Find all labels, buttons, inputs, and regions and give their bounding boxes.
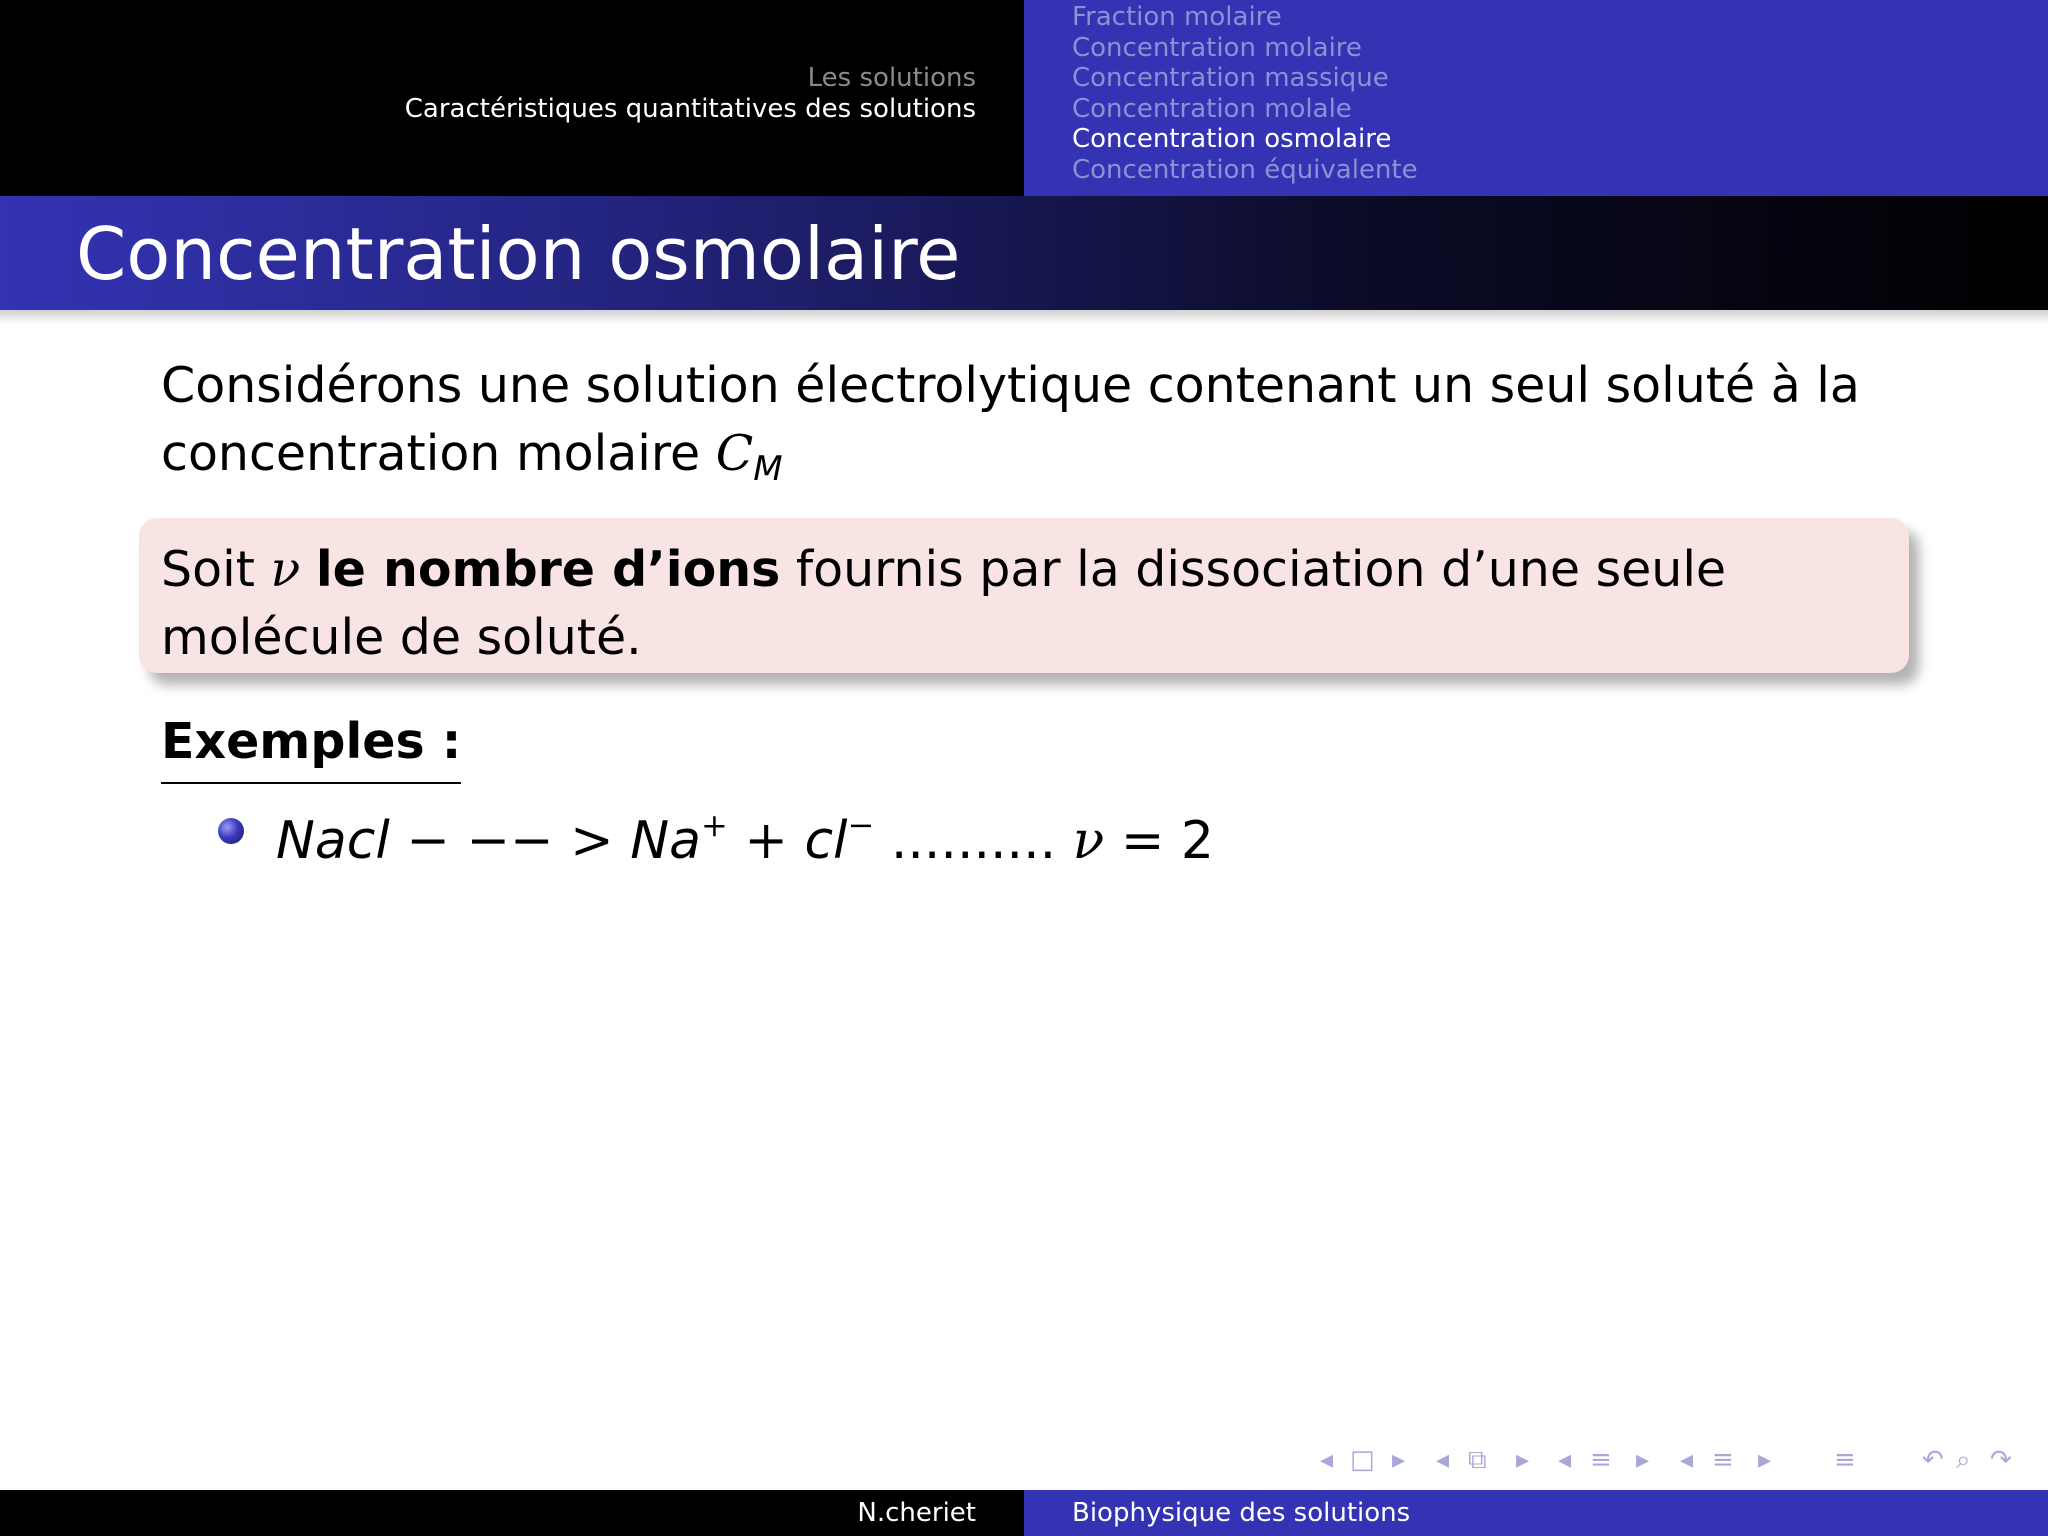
- next-section-icon[interactable]: ▸: [1758, 1445, 1772, 1475]
- cation: Na: [630, 811, 701, 871]
- definition-text: [161, 536, 1901, 672]
- anion: cl: [804, 811, 848, 871]
- next-slide-icon[interactable]: ▸: [1392, 1445, 1406, 1475]
- header: [0, 0, 2048, 196]
- back-icon[interactable]: ↶: [1922, 1445, 1944, 1475]
- header-right-panel: [1024, 0, 2048, 196]
- definition-block: [139, 518, 1909, 673]
- subsection-nav: [1072, 2, 1418, 186]
- definition-prefix: Soit: [161, 541, 255, 598]
- arrow: − −− >: [406, 811, 614, 871]
- plus-sign: +: [744, 811, 788, 871]
- prev-frame-icon[interactable]: ◂: [1436, 1445, 1450, 1475]
- next-frame-icon[interactable]: ▸: [1516, 1445, 1530, 1475]
- anion-charge: −: [847, 806, 875, 844]
- search-icon[interactable]: ⌕: [1956, 1445, 1971, 1475]
- footer-right-panel: [1024, 1490, 2048, 1536]
- navigation-symbols: [1310, 1442, 2030, 1478]
- next-subsection-icon[interactable]: ▸: [1636, 1445, 1650, 1475]
- nav-item-concentration-massique[interactable]: Concentration massique: [1072, 63, 1389, 94]
- concentration-symbol: C: [715, 425, 754, 482]
- intro-text: Considérons une solution électrolytique contenant un seul soluté à la concentration molaire: [161, 357, 1860, 482]
- nav-item-concentration-molaire[interactable]: Concentration molaire: [1072, 32, 1362, 63]
- nav-item-concentration-osmolaire[interactable]: Concentration osmolaire: [1072, 124, 1392, 155]
- section-title: Les solutions: [807, 63, 976, 93]
- section-icon[interactable]: ≡: [1712, 1445, 1734, 1475]
- slide-icon[interactable]: □: [1350, 1445, 1375, 1475]
- intro-paragraph: [161, 352, 1961, 503]
- prev-section-icon[interactable]: ◂: [1680, 1445, 1694, 1475]
- nu-symbol-example: ν: [1072, 811, 1105, 871]
- cation-charge: +: [700, 806, 728, 844]
- title-shadow: [0, 310, 2048, 324]
- nu-symbol: ν: [270, 541, 301, 598]
- footer-author: N.cheriet: [857, 1498, 976, 1528]
- frame-icon[interactable]: ⧉: [1468, 1445, 1487, 1475]
- nav-item-fraction-molaire[interactable]: Fraction molaire: [1072, 2, 1282, 32]
- footer-title: Biophysique des solutions: [1072, 1498, 1411, 1528]
- definition-rest: fournis par la dissociation d’une seule molécule de soluté.: [161, 541, 1727, 666]
- subsection-icon[interactable]: ≡: [1590, 1445, 1612, 1475]
- nav-item-concentration-equivalente[interactable]: Concentration équivalente: [1072, 154, 1418, 185]
- prev-slide-icon[interactable]: ◂: [1320, 1445, 1334, 1475]
- dissociation-equation: [276, 790, 1214, 876]
- frame-title-bar: [0, 196, 2048, 310]
- header-left-panel: [0, 0, 1024, 196]
- toc-icon[interactable]: ≡: [1834, 1445, 1856, 1475]
- footer-left-panel: [0, 1490, 1024, 1536]
- forward-icon[interactable]: ↷: [1990, 1445, 2012, 1475]
- examples-heading: Exemples :: [161, 708, 461, 784]
- equals-sign: =: [1120, 811, 1165, 871]
- reactant: Nacl: [276, 811, 390, 871]
- dots: ..........: [890, 811, 1057, 871]
- nu-value: 2: [1180, 811, 1215, 871]
- frame-title: Concentration osmolaire: [76, 212, 961, 296]
- prev-subsection-icon[interactable]: ◂: [1558, 1445, 1572, 1475]
- definition-bold: le nombre d’ions: [315, 541, 781, 598]
- bullet-icon: [218, 818, 244, 844]
- nav-item-concentration-molale[interactable]: Concentration molale: [1072, 93, 1352, 124]
- concentration-subscript: M: [753, 449, 783, 489]
- subsection-title: Caractéristiques quantitatives des solutions: [404, 94, 976, 124]
